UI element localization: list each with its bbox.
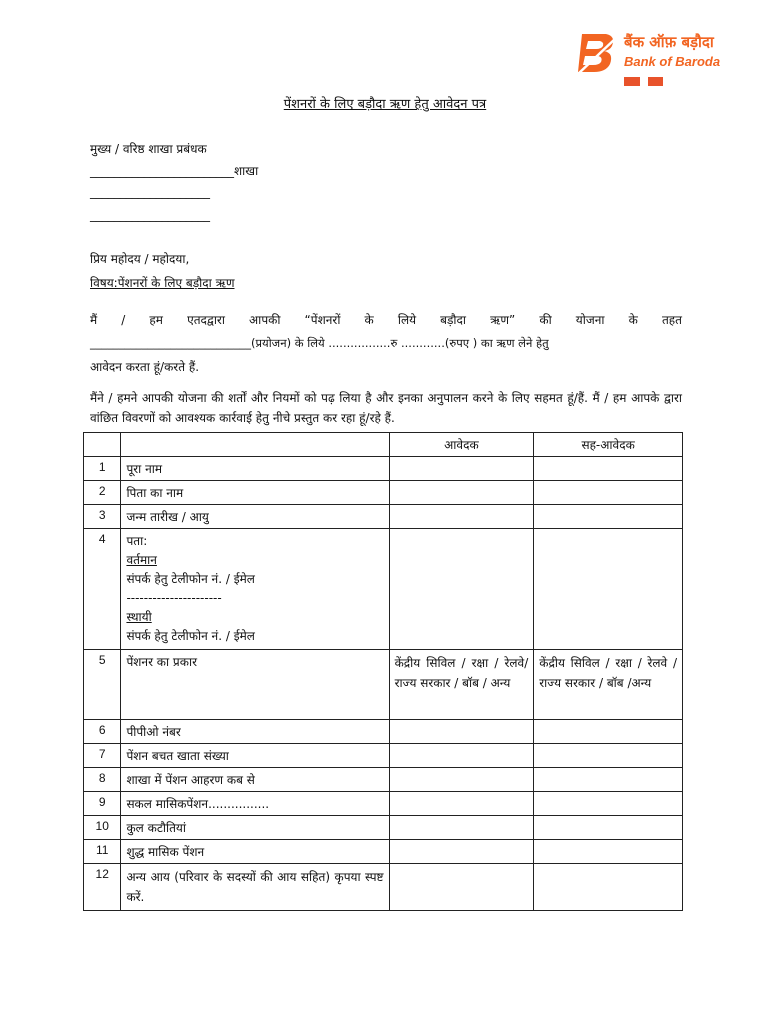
- row-label: पिता का नाम: [121, 481, 389, 505]
- row-number: 2: [84, 481, 121, 505]
- header-num-cell: [84, 433, 121, 457]
- bank-logo: [576, 30, 746, 88]
- row-label: शुद्ध मासिक पेंशन: [121, 840, 389, 864]
- row-label: जन्म तारीख / आयु: [121, 505, 389, 529]
- row-number: 3: [84, 505, 121, 529]
- table-row: [84, 768, 683, 792]
- table-row: [84, 840, 683, 864]
- table-row: [84, 744, 683, 768]
- row-number: 4: [84, 529, 121, 650]
- row-number: 5: [84, 650, 121, 720]
- co-applicant-cell[interactable]: [534, 864, 683, 911]
- applicant-cell[interactable]: [389, 481, 534, 505]
- applicant-cell[interactable]: [389, 505, 534, 529]
- header-co-applicant: सह-आवेदक: [534, 433, 683, 457]
- applicant-cell[interactable]: [389, 768, 534, 792]
- row-number: 9: [84, 792, 121, 816]
- co-applicant-cell[interactable]: [534, 816, 683, 840]
- tag-block: [648, 77, 664, 86]
- applicant-pensioner-type: केंद्रीय सिविल / रक्षा / रेलवे/ राज्य सरकार / बॉब / अन्य: [389, 650, 534, 720]
- permanent-contact-label: संपर्क हेतु टेलीफोन नं. / ईमेल: [126, 629, 255, 643]
- table-header-row: [84, 433, 683, 457]
- applicant-cell[interactable]: [389, 792, 534, 816]
- table-row: [84, 529, 683, 650]
- applicant-cell[interactable]: [389, 720, 534, 744]
- applicant-details-table: [83, 432, 683, 911]
- row-label: अन्य आय (परिवार के सदस्यों की आय सहित) कृपया स्पष्ट करें.: [121, 864, 389, 911]
- co-applicant-cell[interactable]: [534, 840, 683, 864]
- row-number: 10: [84, 816, 121, 840]
- present-contact-label: संपर्क हेतु टेलीफोन नं. / ईमेल: [126, 572, 255, 586]
- address-line-2: ____________________: [90, 208, 210, 222]
- row-label: पेंशन बचत खाता संख्या: [121, 744, 389, 768]
- applicant-cell[interactable]: [389, 840, 534, 864]
- row-label: शाखा में पेंशन आहरण कब से: [121, 768, 389, 792]
- co-applicant-cell[interactable]: [534, 720, 683, 744]
- row-label: सकल मासिकपेंशन................: [121, 792, 389, 816]
- co-applicant-cell[interactable]: [534, 457, 683, 481]
- branch-line: ________________________शाखा: [90, 164, 259, 178]
- address-label-cell: [121, 529, 389, 650]
- bank-name-english: Bank of Baroda: [624, 54, 721, 69]
- row-label: पीपीओ नंबर: [121, 720, 389, 744]
- subject-line: विषय:पेंशनरों के लिए बड़ौदा ऋण: [90, 276, 235, 290]
- row-label: पूरा नाम: [121, 457, 389, 481]
- co-applicant-cell[interactable]: [534, 744, 683, 768]
- paragraph-1-line-1: मैं / हम एतदद्वारा आपकी “पेंशनरों के लिये बड़ौदा ऋण” की योजना के तहत: [90, 313, 682, 327]
- co-applicant-cell[interactable]: [534, 529, 683, 650]
- row-label: कुल कटौतियां: [121, 816, 389, 840]
- bank-of-baroda-logo-icon: [576, 30, 620, 74]
- table-row: [84, 864, 683, 911]
- row-number: 1: [84, 457, 121, 481]
- present-address-heading: वर्तमान: [126, 553, 157, 567]
- tag-block: [624, 77, 640, 86]
- row-label: पेंशनर का प्रकार: [121, 650, 389, 720]
- row-number: 12: [84, 864, 121, 911]
- addressee: मुख्य / वरिष्ठ शाखा प्रबंधक: [90, 142, 207, 156]
- table-row: [84, 505, 683, 529]
- table-row: [84, 816, 683, 840]
- paragraph-1-line-2: ____________________________(प्रयोजन) के लिये .................रु ............(रुपए ) का ऋण लेने हेतु: [90, 336, 549, 350]
- paragraph-1-line-3: आवेदन करता हूं/करते हैं.: [90, 360, 200, 374]
- bank-name-hindi: बैंक ऑफ़ बड़ौदा: [624, 33, 714, 51]
- logo-tagline: [624, 72, 671, 86]
- co-applicant-cell[interactable]: [534, 505, 683, 529]
- form-title: पेंशनरों के लिए बड़ौदा ऋण हेतु आवेदन पत्र: [283, 97, 487, 112]
- applicant-cell[interactable]: [389, 529, 534, 650]
- co-applicant-cell[interactable]: [534, 792, 683, 816]
- row-label: पता:: [126, 534, 148, 548]
- row-number: 7: [84, 744, 121, 768]
- table-row: [84, 720, 683, 744]
- header-applicant: आवेदक: [389, 433, 534, 457]
- salutation: प्रिय महोदय / महोदया,: [90, 252, 190, 266]
- table-row: [84, 457, 683, 481]
- co-applicant-cell[interactable]: [534, 481, 683, 505]
- row-number: 11: [84, 840, 121, 864]
- permanent-address-heading: स्थायी: [126, 610, 152, 624]
- row-number: 8: [84, 768, 121, 792]
- paragraph-2: मैंने / हमने आपकी योजना की शर्तों और नियमों को पढ़ लिया है और इनका अनुपालन करने के लिए सहमत हूं/हैं. मैं / हम आपके द्वारा वांछित विवरणों को आवश्यक कार्रवाई हेतु नीचे प्रस्तुत कर रहा हूं/रहे हैं.: [90, 391, 682, 425]
- co-applicant-pensioner-type: केंद्रीय सिविल / रक्षा / रेलवे / राज्य सरकार / बॉब /अन्य: [534, 650, 683, 720]
- applicant-cell[interactable]: [389, 816, 534, 840]
- header-label-cell: [121, 433, 389, 457]
- address-line-1: ____________________: [90, 185, 210, 199]
- table-row: [84, 792, 683, 816]
- table-row: [84, 650, 683, 720]
- applicant-cell[interactable]: [389, 864, 534, 911]
- address-separator: ----------------------: [126, 591, 222, 605]
- applicant-cell[interactable]: [389, 457, 534, 481]
- co-applicant-cell[interactable]: [534, 768, 683, 792]
- applicant-cell[interactable]: [389, 744, 534, 768]
- table-row: [84, 481, 683, 505]
- row-number: 6: [84, 720, 121, 744]
